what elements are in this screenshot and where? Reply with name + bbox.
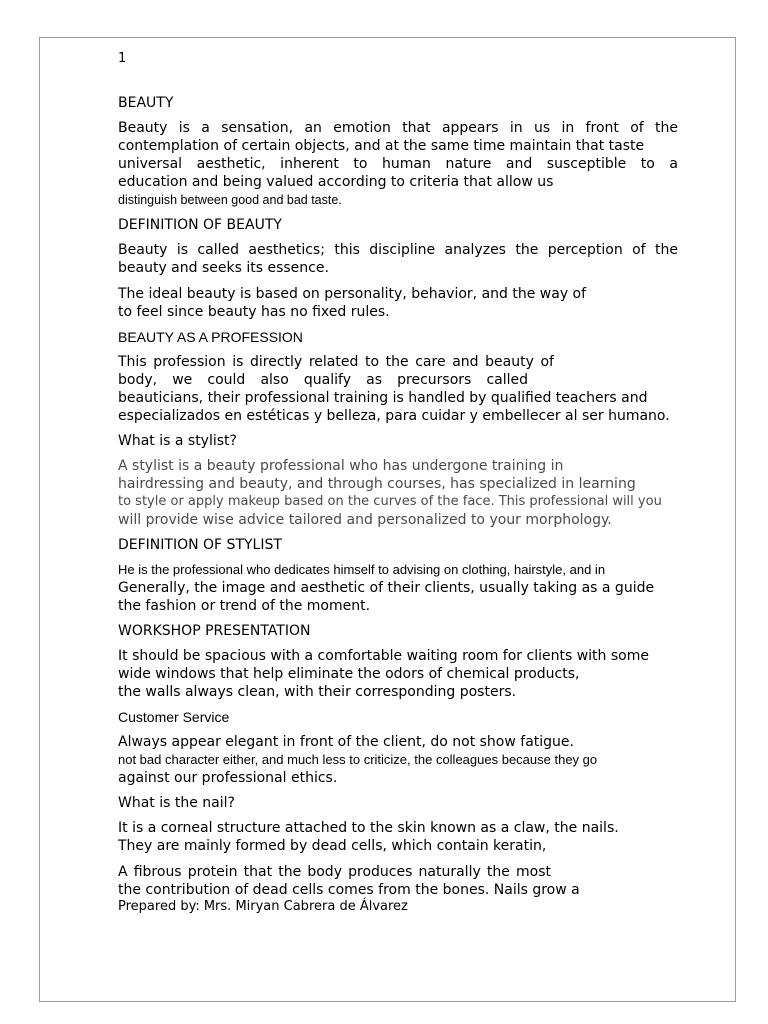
text-line: especializados en estéticas y belleza, para cuidar y embellecer al ser humano. xyxy=(118,408,670,424)
paragraph-definition-beauty-1 xyxy=(118,241,678,277)
text-line: beauticians, their professional training is handled by qualified teachers and xyxy=(118,390,648,406)
text-line: They are mainly formed by dead cells, which contain keratin, xyxy=(118,838,547,854)
heading-beauty-as-profession: BEAUTY AS A PROFESSION xyxy=(118,329,303,345)
page-content xyxy=(118,51,678,915)
text-line: the fashion or trend of the moment. xyxy=(118,598,371,614)
text-line: not bad character either, and much less to criticize, the colleagues because they go xyxy=(118,752,598,767)
paragraph-workshop xyxy=(118,647,678,701)
text-line: hairdressing and beauty, and through courses, has specialized in learning xyxy=(118,476,636,492)
heading-workshop-presentation: WORKSHOP PRESENTATION xyxy=(118,623,311,639)
heading-what-is-nail: What is the nail? xyxy=(118,795,235,811)
heading-what-is-stylist: What is a stylist? xyxy=(118,433,237,449)
heading-definition-of-beauty: DEFINITION OF BEAUTY xyxy=(118,217,282,233)
paragraph-definition-beauty-2 xyxy=(118,285,678,321)
paragraph-nail-2 xyxy=(118,863,678,899)
text-line: Beauty is called aesthetics; this discipline analyzes the perception of the xyxy=(118,242,678,258)
paragraph-customer xyxy=(118,733,678,787)
text-line: It is a corneal structure attached to the skin known as a claw, the nails. xyxy=(118,820,619,836)
text-line: It should be spacious with a comfortable waiting room for clients with some xyxy=(118,648,649,664)
text-line: against our professional ethics. xyxy=(118,770,338,786)
text-line: universal aesthetic, inherent to human nature and susceptible to a xyxy=(118,156,678,172)
text-line: the walls always clean, with their corresponding posters. xyxy=(118,684,517,700)
text-line: to feel since beauty has no fixed rules. xyxy=(118,304,390,320)
text-line: Always appear elegant in front of the client, do not show fatigue. xyxy=(118,734,574,750)
paragraph-definition-stylist xyxy=(118,561,678,615)
text-line: This profession is directly related to the care and beauty of xyxy=(118,354,554,370)
text-line: beauty and seeks its essence. xyxy=(118,260,329,276)
heading-beauty: BEAUTY xyxy=(118,95,174,111)
paragraph-nail-1 xyxy=(118,819,678,855)
page-number: 1 xyxy=(118,51,127,66)
text-line: the contribution of dead cells comes from the bones. Nails grow a xyxy=(118,882,580,898)
text-line: education and being valued according to criteria that allow us xyxy=(118,174,554,190)
text-line: will provide wise advice tailored and personalized to your morphology. xyxy=(118,512,612,528)
text-line: wide windows that help eliminate the odors of chemical products, xyxy=(118,666,580,682)
paragraph-beauty xyxy=(118,119,678,209)
heading-customer-service: Customer Service xyxy=(118,709,230,725)
text-line: Beauty is a sensation, an emotion that appears in us in front of the xyxy=(118,120,678,136)
footer-prepared-by: Prepared by: Mrs. Miryan Cabrera de Álvarez xyxy=(118,899,408,914)
text-line: Generally, the image and aesthetic of their clients, usually taking as a guide xyxy=(118,580,655,596)
text-line: distinguish between good and bad taste. xyxy=(118,193,342,207)
paragraph-stylist xyxy=(118,457,678,529)
heading-definition-of-stylist: DEFINITION OF STYLIST xyxy=(118,537,282,553)
text-line: A stylist is a beauty professional who has undergone training in xyxy=(118,458,564,474)
document-page xyxy=(39,37,736,1002)
paragraph-profession xyxy=(118,353,678,425)
text-line: He is the professional who dedicates himself to advising on clothing, hairstyle, and in xyxy=(118,562,606,577)
text-line: to style or apply makeup based on the curves of the face. This professional will you xyxy=(118,494,662,509)
text-line: A fibrous protein that the body produces naturally the most xyxy=(118,864,551,880)
text-line: body, we could also qualify as precursors called xyxy=(118,372,528,388)
text-line: contemplation of certain objects, and at the same time maintain that taste xyxy=(118,138,645,154)
text-line: The ideal beauty is based on personality, behavior, and the way of xyxy=(118,286,587,302)
